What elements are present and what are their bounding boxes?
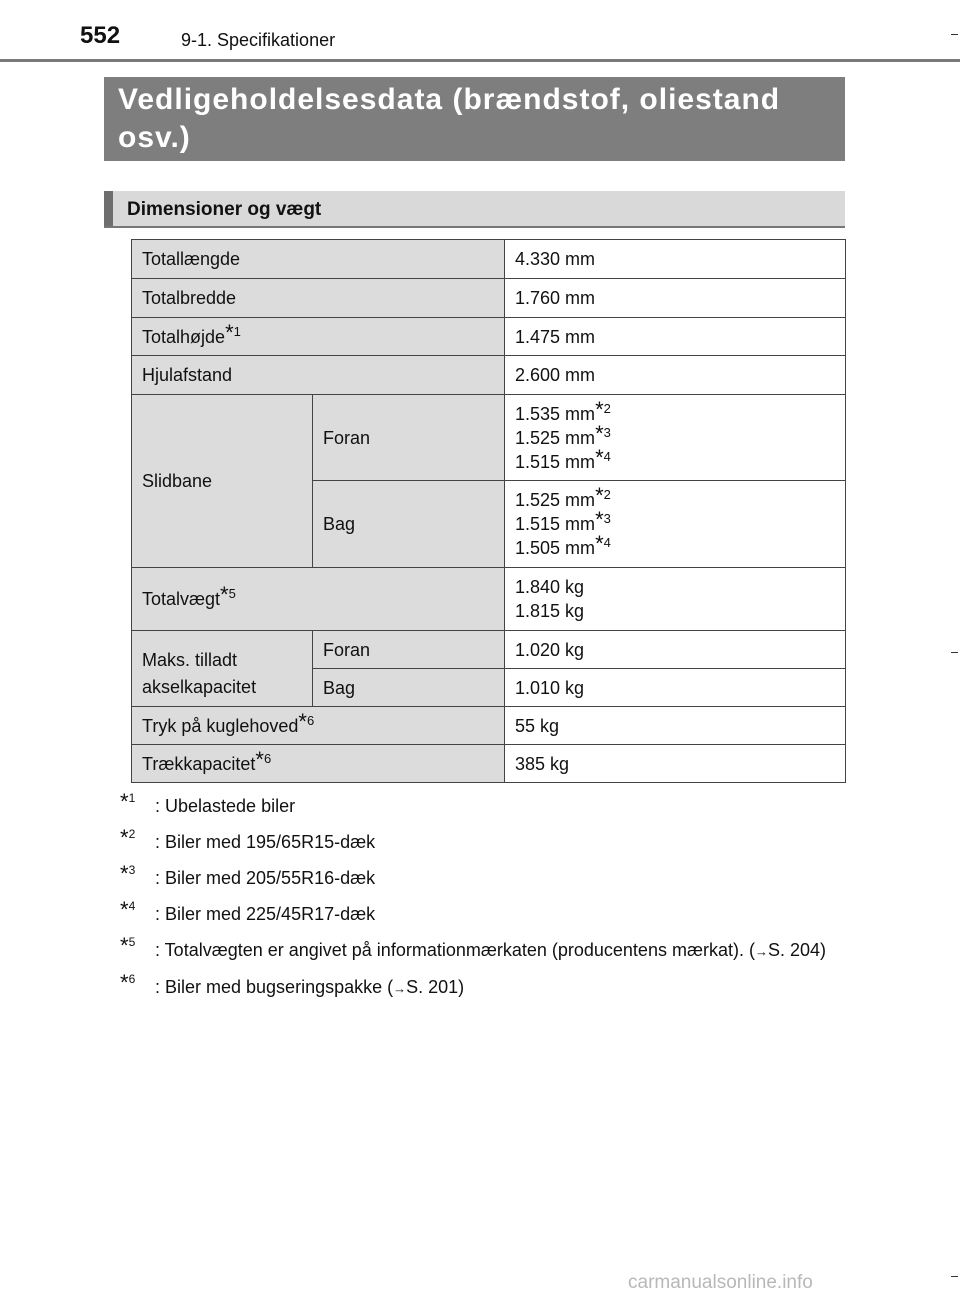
value-text: 1.525 mm [515,490,596,510]
title-band [104,77,845,161]
row-value: 4.330 mm [505,240,846,279]
footnote [120,861,842,890]
watermark: carmanualsonline.info [628,1272,813,1293]
footnote-ref: 1 [233,323,241,339]
edge-mark [951,34,958,35]
row-label [132,707,505,745]
label-text: Totalvægt [142,589,221,609]
asterisk-mark: * [120,825,129,850]
footnote-ref: 3 [603,511,611,526]
footnote-marker [120,933,136,959]
footnote-ref: 3 [603,424,611,440]
asterisk-mark: * [298,708,307,734]
asterisk-mark: * [225,319,234,345]
row-label: Totallængde [132,240,505,279]
table-row [132,631,846,669]
value-text: 1.525 mm [515,427,596,448]
row-value: 1.020 kg [505,631,846,669]
footnote-text: : Ubelastede biler [155,796,296,816]
asterisk-mark: * [120,897,129,922]
footnote-text: ) [458,977,465,997]
table-row [132,356,846,395]
footnote-number: 1 [128,791,136,805]
table-row [132,240,846,279]
footnote-marker [120,825,136,851]
footnote-number: 6 [128,972,136,986]
value-line: 1.840 kg [515,577,585,597]
value-line [515,444,835,474]
asterisk-mark: * [595,483,604,508]
footnote-ref: 5 [228,586,236,601]
footnotes [120,789,842,1013]
value-text: 1.515 mm [515,451,596,472]
table-row [132,395,846,481]
footnote-marker [120,789,136,815]
asterisk-mark: * [120,970,129,995]
footnote-ref: 2 [603,400,611,416]
value-text: 1.505 mm [515,538,596,558]
footnote-ref: 4 [603,535,611,550]
asterisk-mark: * [595,420,604,446]
footnote [120,789,842,818]
row-sublabel: Bag [313,669,505,707]
label-text: Totalhøjde [142,326,226,347]
value-line [515,531,835,560]
edge-mark [951,1276,958,1277]
row-value [505,481,846,568]
value-line [515,483,835,512]
footnote-ref: 6 [263,750,272,766]
footnote [120,897,842,926]
arrow-icon: → [754,944,768,959]
footnote-text: : Biler med 205/55R16-dæk [155,868,376,888]
section-heading-label: Dimensioner og vægt [127,199,322,220]
section-heading-bar [104,191,113,226]
footnote-number: 3 [128,863,136,877]
asterisk-mark: * [595,444,604,470]
row-label: Hjulafstand [132,356,505,395]
footnote-ref: 6 [306,712,315,728]
page-number: 552 [80,22,121,49]
asterisk-mark: * [595,507,604,532]
footnote [120,970,842,1000]
dimensions-table [131,239,846,783]
section-heading [104,191,845,228]
footnote-text: : Totalvægten er angivet på informationmærkaten (producentens mærkat). ( [155,940,755,960]
footnote-marker [120,897,136,923]
page-reference-link[interactable]: S. 201 [406,977,459,997]
row-value: 2.600 mm [505,356,846,395]
footnote-ref: 4 [603,448,611,464]
label-text: Tryk på kuglehoved [142,715,299,736]
asterisk-mark: * [120,861,129,886]
value-line [515,507,835,536]
footnote-marker [120,970,136,996]
row-label [132,318,505,356]
row-value: 55 kg [505,707,846,745]
asterisk-mark: * [120,789,129,814]
footnote-text: : Biler med bugseringspakke ( [155,977,394,997]
footnote-ref: 2 [603,487,611,502]
row-label: Maks. tilladt akselkapacitet [132,631,313,707]
row-value: 1.475 mm [505,318,846,356]
asterisk-mark: * [120,933,129,958]
row-value: 1.010 kg [505,669,846,707]
row-value [505,395,846,481]
row-label: Slidbane [132,395,313,568]
row-label [132,568,505,631]
row-label [132,745,505,783]
asterisk-mark: * [595,531,604,556]
value-line: 1.815 kg [515,601,585,621]
footnote-text: : Biler med 195/65R15-dæk [155,832,376,852]
arrow-icon: → [393,981,407,996]
asterisk-mark: * [220,582,229,607]
row-value: 1.760 mm [505,279,846,318]
row-sublabel: Foran [313,395,505,481]
edge-mark [951,652,958,653]
value-line [515,396,835,426]
header-rule [0,59,960,62]
asterisk-mark: * [595,396,604,422]
footnote-number: 4 [128,899,136,913]
footnote [120,825,842,854]
asterisk-mark: * [255,746,264,772]
table-row [132,745,846,783]
table-row [132,279,846,318]
row-sublabel: Foran [313,631,505,669]
row-sublabel: Bag [313,481,505,568]
row-label: Totalbredde [132,279,505,318]
value-text: 1.515 mm [515,514,596,534]
table-row [132,318,846,356]
footnote-number: 5 [128,935,136,949]
page-title: Vedligeholdelsesdata (brændstof, oliestand osv.) [118,83,781,154]
table-row [132,707,846,745]
footnote-marker [120,861,136,887]
row-value: 385 kg [505,745,846,783]
page-reference-link[interactable]: S. 204 [767,940,820,960]
value-text: 1.535 mm [515,403,596,424]
table-row [132,568,846,631]
chapter-title: 9-1. Specifikationer [181,30,336,50]
footnote [120,933,842,963]
footnote-text: : Biler med 225/45R17-dæk [155,904,376,924]
value-line [515,420,835,450]
footnote-number: 2 [128,827,136,841]
label-text: Trækkapacitet [142,753,256,774]
footnote-text: ) [820,940,826,960]
row-value [505,568,846,631]
